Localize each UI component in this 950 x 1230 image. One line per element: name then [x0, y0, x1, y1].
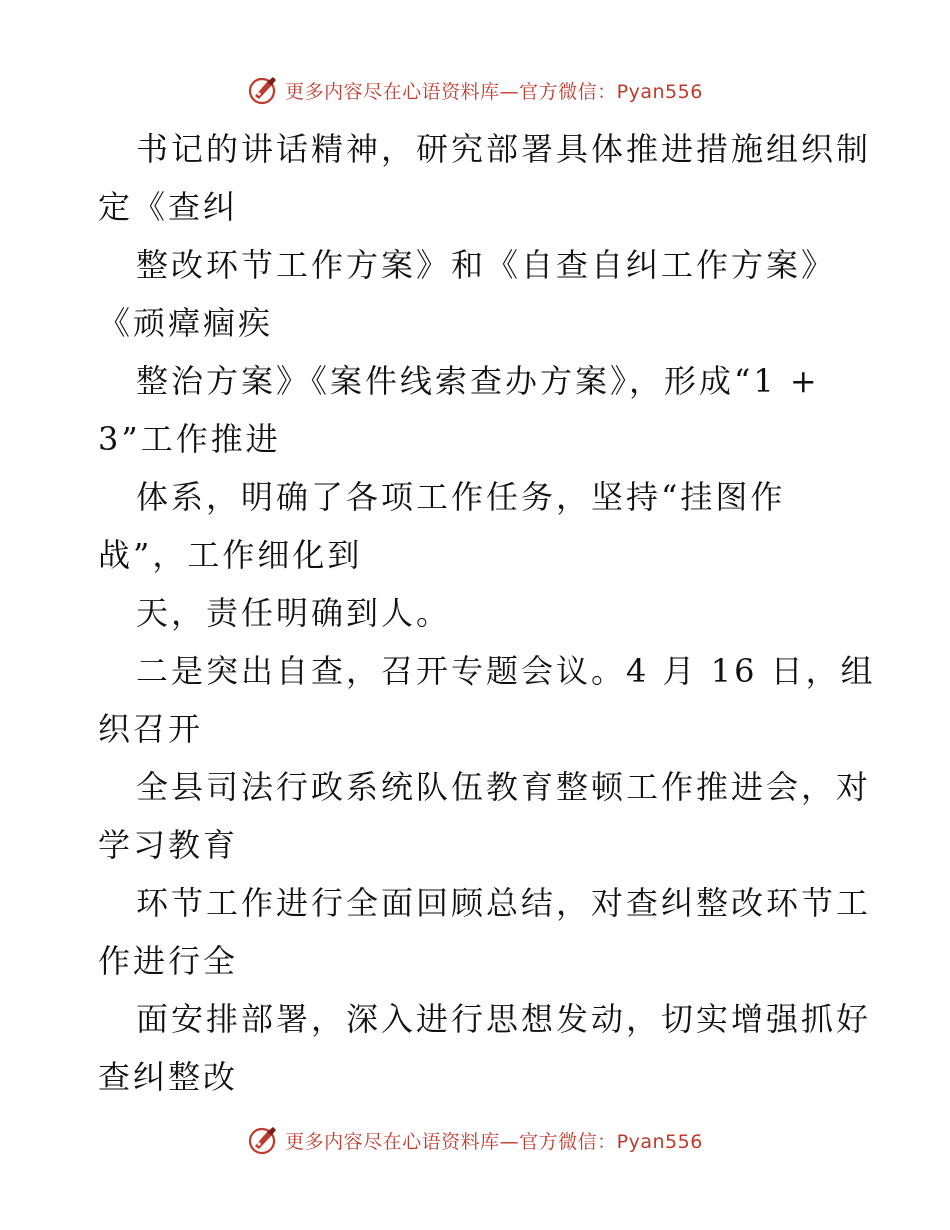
text-line: 整改环节工作方案》和《自查自纠工作方案》 — [136, 246, 837, 284]
text-line: 面安排部署，深入进行思想发动，切实增强抓好 — [136, 1000, 872, 1038]
pen-logo-icon — [247, 74, 279, 106]
text-line: 3”工作推进 — [98, 420, 281, 458]
text-line: 天，责任明确到人。 — [136, 594, 452, 632]
text-line: 学习教育 — [98, 826, 239, 864]
text-line: 作进行全 — [98, 942, 239, 980]
text-line: 书记的讲话精神，研究部署具体推进措施组织制 — [136, 130, 872, 168]
text-line: 环节工作进行全面回顾总结，对查纠整改环节工 — [136, 884, 872, 922]
header-banner — [0, 70, 950, 110]
text-line: 体系，明确了各项工作任务，坚持“挂图作 — [136, 478, 786, 516]
footer-banner-text: 更多内容尽在心语资料库—官方微信：Pyan556 — [285, 1130, 703, 1153]
pen-logo-icon — [247, 1124, 279, 1156]
text-line: 查纠整改 — [98, 1058, 239, 1096]
document-body — [98, 120, 876, 1106]
footer-banner — [0, 1120, 950, 1160]
text-line: 定《查纠 — [98, 188, 239, 226]
text-line: 全县司法行政系统队伍教育整顿工作推进会，对 — [136, 768, 872, 806]
text-line: 织召开 — [98, 710, 204, 748]
text-line: 《顽瘴痼疾 — [98, 304, 274, 342]
text-line: 整治方案》《案件线索查办方案》，形成“1 + — [136, 362, 820, 400]
header-banner-text: 更多内容尽在心语资料库—官方微信：Pyan556 — [285, 80, 703, 103]
text-line: 战”，工作细化到 — [98, 536, 363, 574]
text-line: 二是突出自查，召开专题会议。4 月 16 日，组 — [136, 652, 876, 690]
